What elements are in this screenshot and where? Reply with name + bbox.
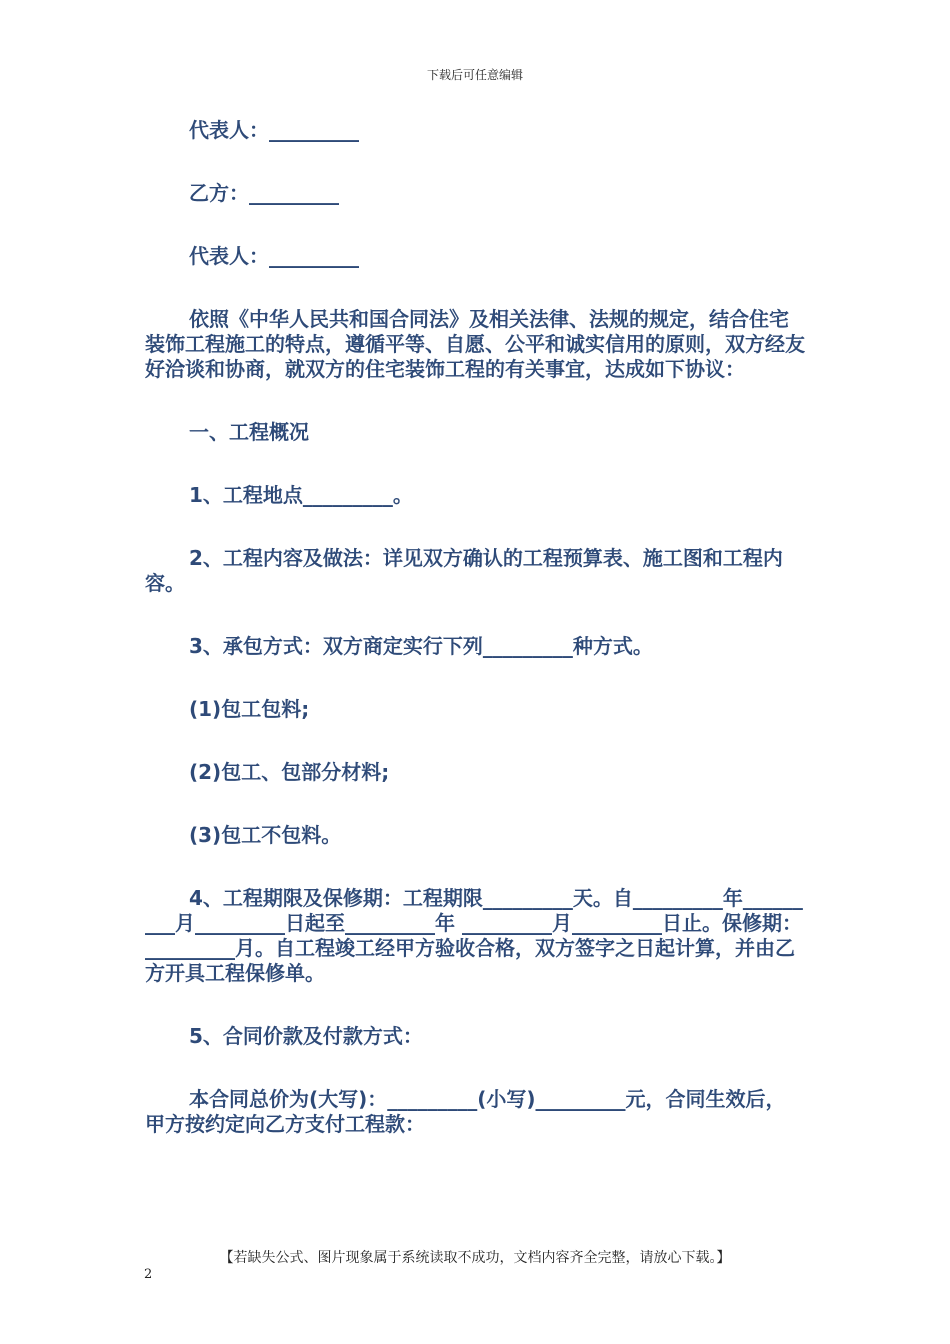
- clause-content: 2、工程内容及做法：详见双方确认的工程预算表、施工图和工程内容。: [145, 546, 783, 595]
- section-heading-overview: 一、工程概况: [189, 420, 309, 444]
- clause-duration-warranty: 4、工程期限及保修期：工程期限_________天。自_________年_________月_________日起至_________年 _________月_________日止。保修期：_________月。自工程竣工经甲方验收合格，双方签字之日起计算，并由乙方开具工程保修单。: [145, 886, 803, 985]
- option-2: (2)包工、包部分材料;: [189, 760, 390, 784]
- clause-price-payment: 5、合同价款及付款方式：: [189, 1024, 423, 1048]
- paragraph-preamble: 依照《中华人民共和国合同法》及相关法律、法规的规定，结合住宅装饰工程施工的特点，遵循平等、自愿、公平和诚实信用的原则，双方经友好洽谈和协商，就双方的住宅装饰工程的有关事宜，达成如下协议：: [145, 307, 805, 381]
- clause-location: 1、工程地点_________。: [189, 483, 413, 507]
- clause-contract-method: 3、承包方式：双方商定实行下列_________种方式。: [189, 634, 653, 658]
- paragraph-party-b: 乙方：_________: [189, 181, 339, 205]
- paragraph-total-price: 本合同总价为(大写)：_________(小写)_________元，合同生效后，甲方按约定向乙方支付工程款：: [145, 1087, 786, 1136]
- option-3: (3)包工不包料。: [189, 823, 342, 847]
- paragraph-representative-a: 代表人：_________: [189, 118, 359, 142]
- page-number: 2: [144, 1267, 153, 1282]
- option-1: (1)包工包料;: [189, 697, 310, 721]
- page-footer-notice: 【若缺失公式、图片现象属于系统读取不成功，文档内容齐全完整，请放心下载。】: [219, 1250, 731, 1266]
- document-body: [145, 118, 805, 1137]
- paragraph-representative-b: 代表人：_________: [189, 244, 359, 268]
- page-header: 下载后可任意编辑: [426, 68, 523, 82]
